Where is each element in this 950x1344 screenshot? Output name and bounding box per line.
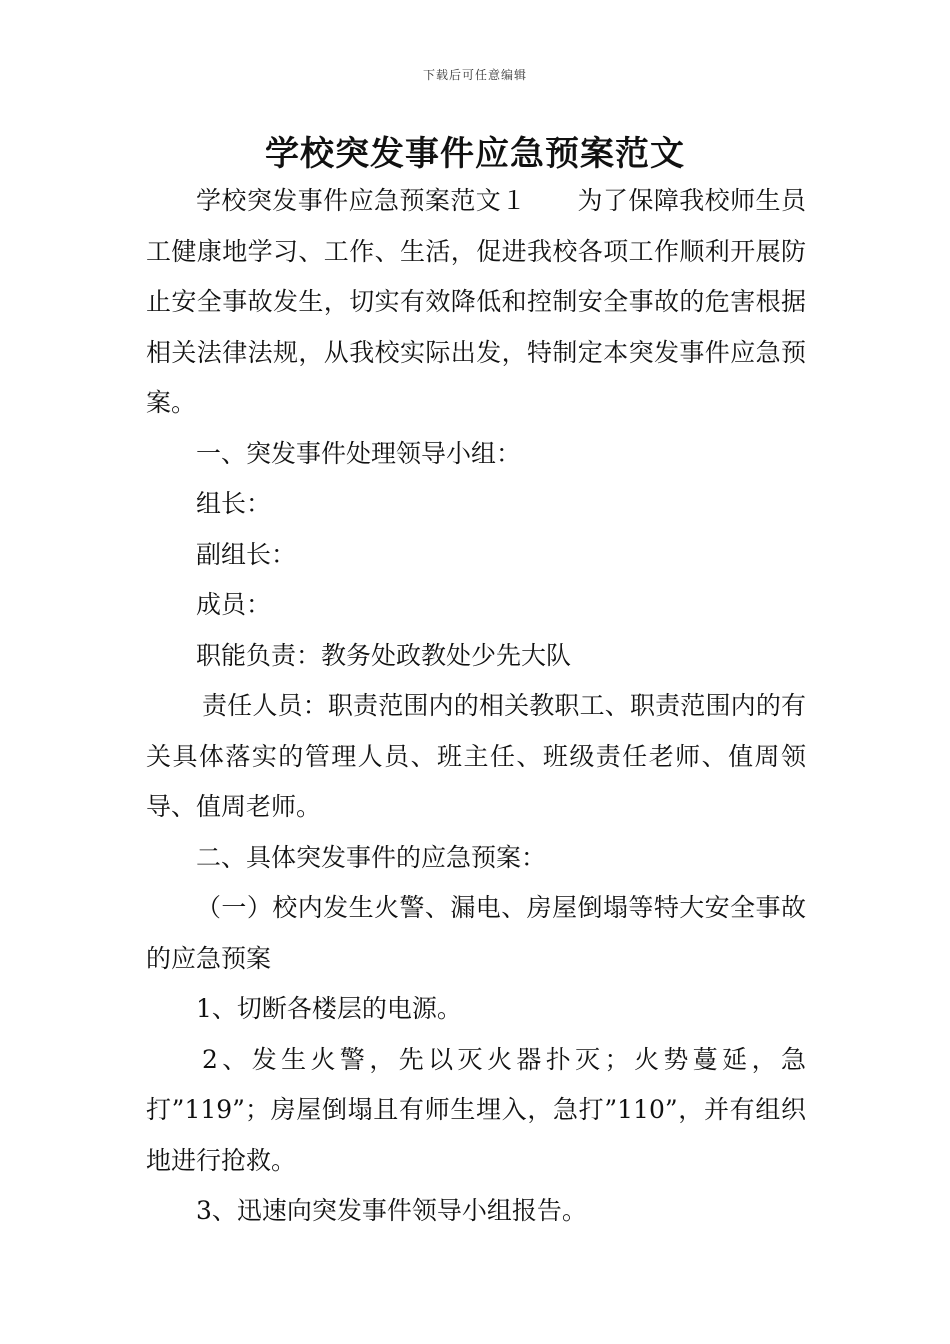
paragraph-members: 成员：	[196, 590, 272, 619]
paragraph-step-1: 1、切断各楼层的电源。	[196, 994, 462, 1023]
paragraph-section-2: 二、具体突发事件的应急预案：	[196, 842, 547, 872]
header-note: 下载后可任意编辑	[422, 68, 527, 82]
paragraph-subsection-1: （一）校内发生火警、漏电、房屋倒塌等特大安全事故的应急预案	[146, 893, 806, 973]
paragraph-deputy: 副组长：	[196, 539, 297, 569]
paragraph-leader: 组长：	[196, 489, 272, 518]
paragraph-duties: 职能负责：教务处政教处少先大队	[196, 640, 572, 670]
document-body	[146, 176, 806, 1237]
paragraph-step-3: 3、迅速向突发事件领导小组报告。	[196, 1196, 587, 1225]
paragraph-section-1: 一、突发事件处理领导小组：	[196, 438, 522, 468]
paragraph-step-2: 2、发生火警，先以灭火器扑灭；火势蔓延，急打”119”；房屋倒塌且有师生埋入，急打”110”，并有组织地进行抢救。	[146, 1044, 806, 1175]
paragraph-intro: 学校突发事件应急预案范文１ 为了保障我校师生员工健康地学习、工作、生活，促进我校各项工作顺利开展防止安全事故发生，切实有效降低和控制安全事故的危害根据相关法律法规，从我校实际出发，特制定本突发事件应急预案。	[146, 186, 806, 417]
paragraph-responsible: 责任人员：职责范围内的相关教职工、职责范围内的有关具体落实的管理人员、班主任、班级责任老师、值周领导、值周老师。	[146, 691, 806, 821]
document-title: 学校突发事件应急预案范文	[265, 134, 685, 174]
